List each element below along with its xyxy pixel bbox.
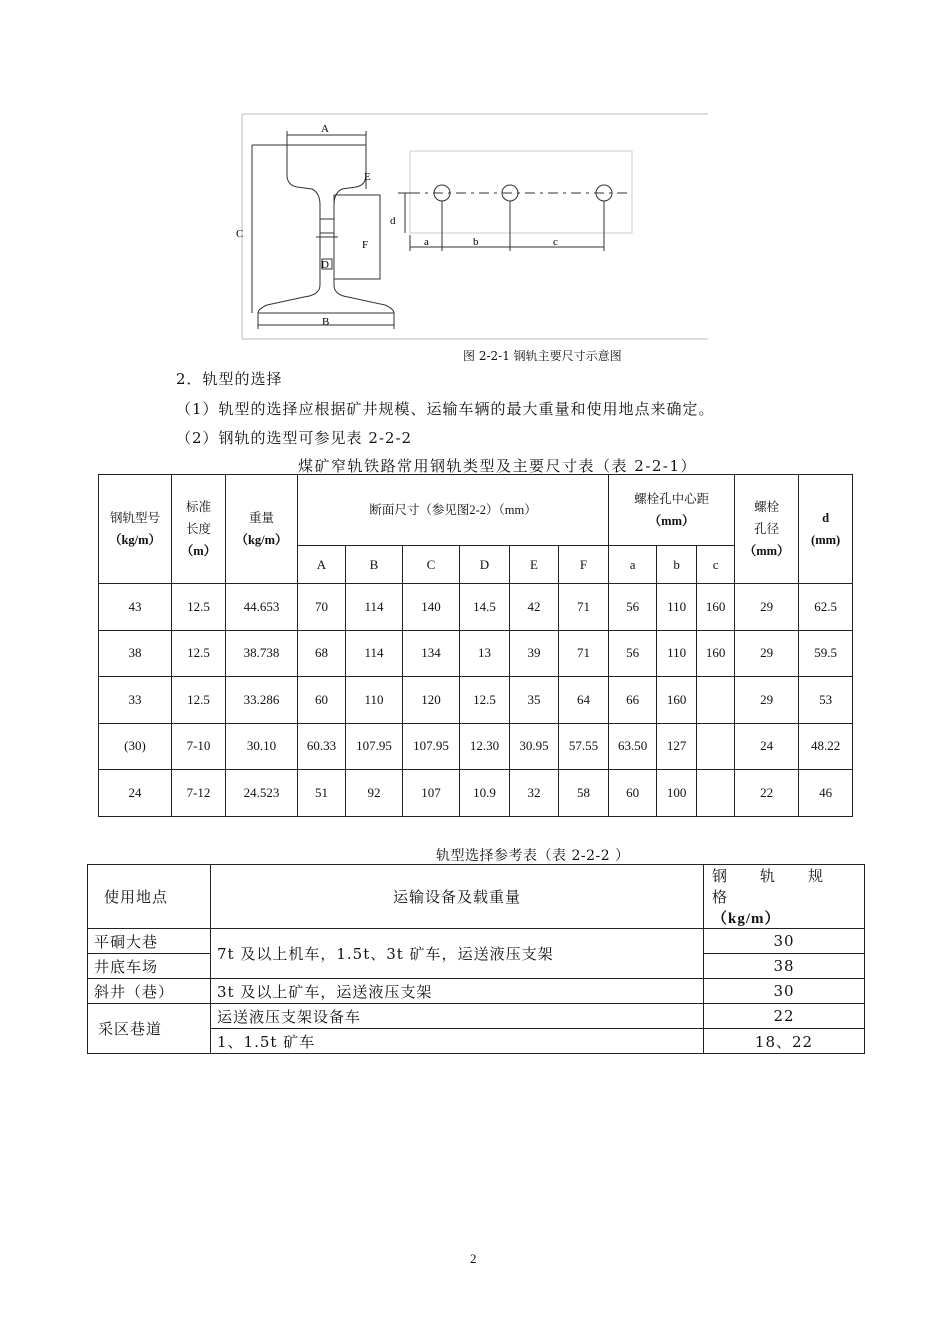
table-cell: 13 <box>460 630 510 677</box>
cell-spec: 18、22 <box>704 1029 865 1054</box>
table-cell: 140 <box>403 584 460 631</box>
table-cell: 110 <box>346 677 403 724</box>
table-cell: 39 <box>510 630 559 677</box>
table-cell: 107.95 <box>403 723 460 770</box>
table-cell: 110 <box>657 630 697 677</box>
table-cell: 58 <box>559 770 609 817</box>
table-row <box>99 723 853 770</box>
table-cell: 7-12 <box>172 770 226 817</box>
subheader: B <box>346 546 403 584</box>
table-cell: 29 <box>735 677 799 724</box>
table-cell: 24 <box>735 723 799 770</box>
header-d: d (mm) <box>799 475 853 584</box>
table-cell: 63.50 <box>609 723 657 770</box>
table-cell: 42 <box>510 584 559 631</box>
figure-caption: 图 2-2-1 钢轨主要尺寸示意图 <box>463 349 622 363</box>
table-cell: 100 <box>657 770 697 817</box>
rail-dimension-diagram <box>236 113 708 341</box>
subheader: A <box>298 546 346 584</box>
cell-spec: 22 <box>704 1004 865 1029</box>
table-cell: 38.738 <box>226 630 298 677</box>
header-length: 标准 长度 （m） <box>172 475 226 584</box>
header-weight: 重量 （kg/m） <box>226 475 298 584</box>
table-cell: 134 <box>403 630 460 677</box>
label-D: D <box>321 259 329 271</box>
table-cell: 44.653 <box>226 584 298 631</box>
table-cell: 160 <box>697 584 735 631</box>
table-cell: 110 <box>657 584 697 631</box>
table1-title: 煤矿窄轨铁路常用钢轨类型及主要尺寸表（表 2-2-1） <box>298 457 698 475</box>
table-cell <box>697 677 735 724</box>
subheader: E <box>510 546 559 584</box>
table-cell: 92 <box>346 770 403 817</box>
cell-spec: 30 <box>704 979 865 1004</box>
table-row <box>99 584 853 631</box>
table-cell: 48.22 <box>799 723 853 770</box>
table-cell: 62.5 <box>799 584 853 631</box>
table-cell: 60 <box>609 770 657 817</box>
cell-spec: 30 <box>704 929 865 954</box>
table-cell: 29 <box>735 630 799 677</box>
table-cell: 160 <box>657 677 697 724</box>
table-cell: 14.5 <box>460 584 510 631</box>
label-c: c <box>553 236 558 248</box>
table-cell: 51 <box>298 770 346 817</box>
table-cell: 33 <box>99 677 172 724</box>
table-cell: 24 <box>99 770 172 817</box>
table-cell: 12.5 <box>172 584 226 631</box>
table-row <box>99 677 853 724</box>
table-cell: 43 <box>99 584 172 631</box>
subheader: c <box>697 546 735 584</box>
table-cell: 71 <box>559 630 609 677</box>
table-cell: 107.95 <box>346 723 403 770</box>
table-row <box>99 770 853 817</box>
table-cell: 120 <box>403 677 460 724</box>
table-cell: 33.286 <box>226 677 298 724</box>
label-F: F <box>362 239 369 251</box>
table-cell: 22 <box>735 770 799 817</box>
table-cell: 32 <box>510 770 559 817</box>
subheader: D <box>460 546 510 584</box>
table-cell: 24.523 <box>226 770 298 817</box>
table2-title: 轨型选择参考表（表 2-2-2 ） <box>436 848 630 864</box>
cell-equipment: 运送液压支架设备车 <box>211 1004 704 1029</box>
paragraph-2: （2）钢轨的选型可参见表 2-2-2 <box>176 429 413 447</box>
table-cell: 160 <box>697 630 735 677</box>
table-cell: 29 <box>735 584 799 631</box>
table-cell: 12.30 <box>460 723 510 770</box>
table-cell <box>697 770 735 817</box>
rail-selection-table <box>87 864 865 1054</box>
cell-equipment: 3t 及以上矿车，运送液压支架 <box>211 979 704 1004</box>
table-cell: 64 <box>559 677 609 724</box>
header-rail-type: 钢轨型号 （kg/m） <box>99 475 172 584</box>
table-cell: 46 <box>799 770 853 817</box>
table-cell: 12.5 <box>172 630 226 677</box>
table-cell: 30.10 <box>226 723 298 770</box>
paragraph-1: （1）轨型的选择应根据矿井规模、运输车辆的最大重量和使用地点来确定。 <box>176 400 715 418</box>
header-section: 断面尺寸（参见图2-2）（mm） <box>298 475 609 546</box>
table-row <box>99 630 853 677</box>
table-cell: 107 <box>403 770 460 817</box>
subheader: C <box>403 546 460 584</box>
rail-dimension-table <box>98 474 853 817</box>
table-cell: 30.95 <box>510 723 559 770</box>
cell-equipment: 7t 及以上机车，1.5t、3t 矿车，运送液压支架 <box>211 929 704 979</box>
table-cell: 59.5 <box>799 630 853 677</box>
page-number: 2 <box>470 1251 477 1266</box>
table-cell: 12.5 <box>460 677 510 724</box>
cell-location: 斜井（巷） <box>88 979 211 1004</box>
section-heading: 2．轨型的选择 <box>176 370 283 388</box>
subheader: b <box>657 546 697 584</box>
label-b: b <box>473 236 479 248</box>
table-cell: 10.9 <box>460 770 510 817</box>
table-cell: 68 <box>298 630 346 677</box>
table-cell: 66 <box>609 677 657 724</box>
header-bolt-center: 螺栓孔中心距 （mm） <box>609 475 735 546</box>
label-A: A <box>321 123 329 135</box>
header-bolt-diameter: 螺栓 孔径 （mm） <box>735 475 799 584</box>
table-cell: 57.55 <box>559 723 609 770</box>
header-spec: 钢 轨 规 格 （kg/m） <box>704 865 865 929</box>
table-cell: 12.5 <box>172 677 226 724</box>
cell-location: 井底车场 <box>88 954 211 979</box>
table-cell: 114 <box>346 630 403 677</box>
table-cell: 7-10 <box>172 723 226 770</box>
table-cell: 60.33 <box>298 723 346 770</box>
cell-equipment: 1、1.5t 矿车 <box>211 1029 704 1054</box>
header-equipment: 运输设备及载重量 <box>211 865 704 929</box>
label-a: a <box>424 236 429 248</box>
label-E: E <box>364 171 371 183</box>
table-cell: 38 <box>99 630 172 677</box>
table-cell: 114 <box>346 584 403 631</box>
subheader: a <box>609 546 657 584</box>
header-location: 使用地点 <box>88 865 211 929</box>
table-cell: 53 <box>799 677 853 724</box>
table-cell <box>697 723 735 770</box>
label-d: d <box>390 215 396 227</box>
table-cell: 60 <box>298 677 346 724</box>
table-cell: 71 <box>559 584 609 631</box>
subheader: F <box>559 546 609 584</box>
cell-location: 平硐大巷 <box>88 929 211 954</box>
label-C: C <box>236 228 244 240</box>
label-B: B <box>322 316 330 328</box>
table-cell: 35 <box>510 677 559 724</box>
cell-spec: 38 <box>704 954 865 979</box>
table-cell: 127 <box>657 723 697 770</box>
table-cell: 56 <box>609 584 657 631</box>
table-cell: 70 <box>298 584 346 631</box>
table-cell: 56 <box>609 630 657 677</box>
table-cell: (30) <box>99 723 172 770</box>
cell-location: 采区巷道 <box>88 1004 211 1054</box>
